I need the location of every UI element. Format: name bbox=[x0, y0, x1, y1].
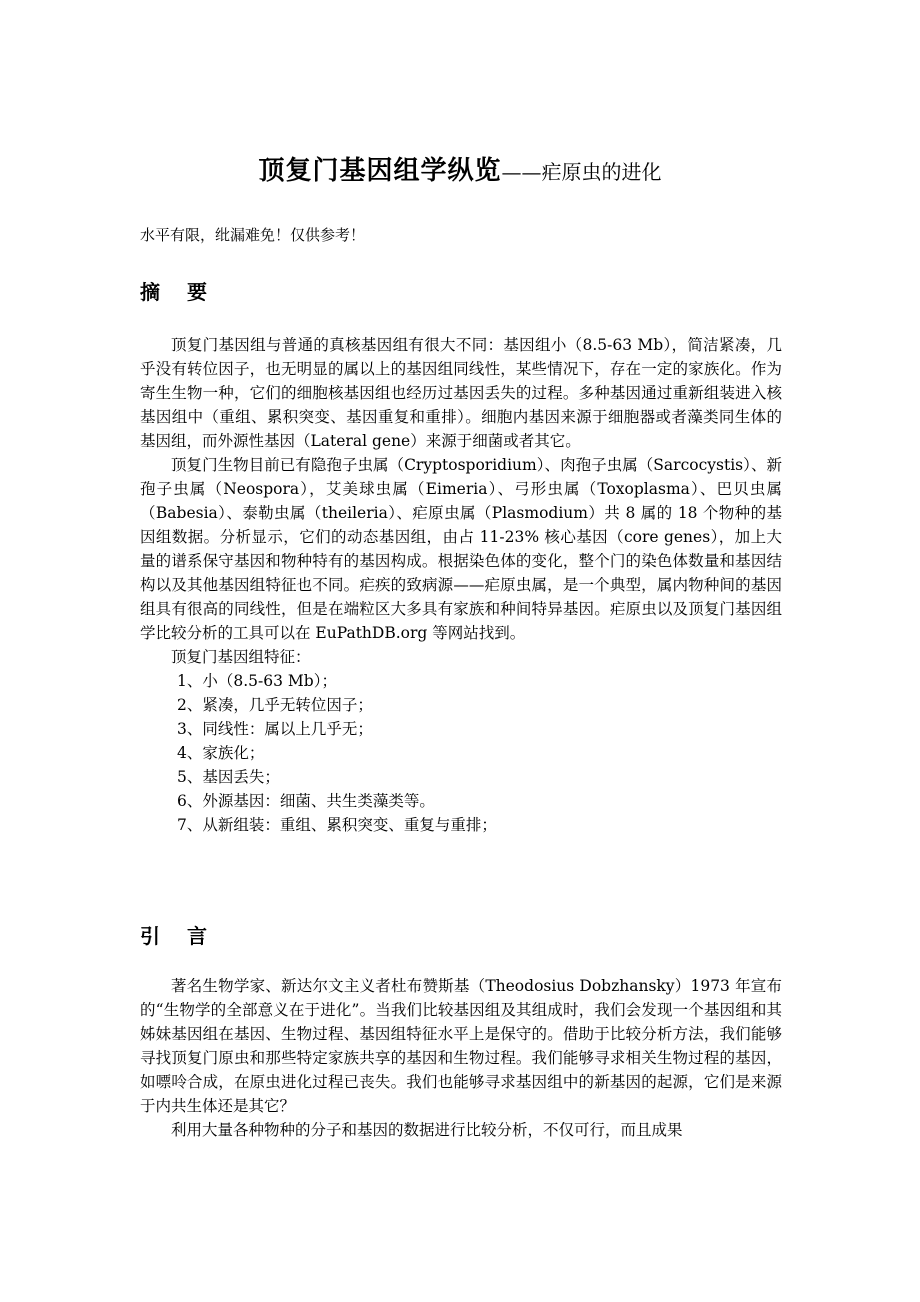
document-title bbox=[0, 150, 920, 187]
feature-item: 1、小（8.5-63 Mb）； bbox=[177, 672, 337, 690]
feature-item: 5、基因丢失； bbox=[177, 768, 280, 786]
introduction-body bbox=[140, 974, 782, 1142]
abstract-paragraph: 顶复门基因组特征： bbox=[171, 648, 311, 666]
introduction-paragraph: 著名生物学家、新达尔文主义者杜布赞斯基（Theodosius Dobzhansky）1973 年宣布的“生物学的全部意义在于进化”。当我们比较基因组及其组成时，我们会发现一个基因组和其姊妹基因组在基因、生物过程、基因组特征水平上是保守的。借助于比较分析方法，我们能够寻找顶复门原虫和那些特定家族共享的基因和生物过程。我们能够寻求相关生物过程的基因，如嘌呤合成，在原虫进化过程已丧失。我们也能够寻求基因组中的新基因的起源，它们是来源于内共生体还是其它？ bbox=[140, 977, 782, 1115]
feature-item: 3、同线性：属以上几乎无； bbox=[177, 720, 373, 738]
introduction-heading: 引 言 bbox=[140, 924, 217, 948]
abstract-paragraph: 顶复门生物目前已有隐孢子虫属（Cryptosporidium）、肉孢子虫属（Sarcocystis）、新孢子虫属（Neospora），艾美球虫属（Eimeria）、弓形虫属（Toxoplasma）、巴贝虫属（Babesia）、泰勒虫属（theileria）、疟原虫属（Plasmodium）共 8 属的 18 个物种的基因组数据。分析显示，它们的动态基因组，由占 11-23% 核心基因（core genes），加上大量的谱系保守基因和物种特有的基因构成。根据染色体的变化，整个门的染色体数量和基因结构以及其他基因组特征也不同。疟疾的致病源——疟原虫属，是一个典型，属内物种间的基因组具有很高的同线性，但是在端粒区大多具有家族和种间特异基因。疟原虫以及顶复门基因组学比较分析的工具可以在 EuPathDB.org 等网站找到。 bbox=[140, 456, 782, 642]
title-subtitle: ——疟原虫的进化 bbox=[501, 160, 662, 184]
title-main: 顶复门基因组学纵览 bbox=[258, 156, 502, 186]
feature-item: 6、外源基因：细菌、共生类藻类等。 bbox=[177, 792, 435, 810]
disclaimer-note: 水平有限，纰漏难免！仅供参考！ bbox=[140, 226, 366, 244]
abstract-body bbox=[140, 333, 782, 837]
abstract-paragraph: 顶复门基因组与普通的真核基因组有很大不同：基因组小（8.5-63 Mb），简洁紧凑，几乎没有转位因子，也无明显的属以上的基因组同线性，某些情况下，存在一定的家族化。作为寄生生物一种，它们的细胞核基因组也经历过基因丢失的过程。多种基因通过重新组装进入核基因组中（重组、累积突变、基因重复和重排）。细胞内基因来源于细胞器或者藻类同生体的基因组，而外源性基因（Lateral gene）来源于细菌或者其它。 bbox=[140, 336, 782, 450]
abstract-heading: 摘 要 bbox=[140, 280, 217, 304]
feature-item: 2、紧凑，几乎无转位因子； bbox=[177, 696, 373, 714]
feature-item: 7、从新组装：重组、累积突变、重复与重排； bbox=[177, 816, 497, 834]
introduction-paragraph: 利用大量各种物种的分子和基因的数据进行比较分析，不仅可行，而且成果 bbox=[171, 1121, 683, 1139]
feature-item: 4、家族化； bbox=[177, 744, 265, 762]
